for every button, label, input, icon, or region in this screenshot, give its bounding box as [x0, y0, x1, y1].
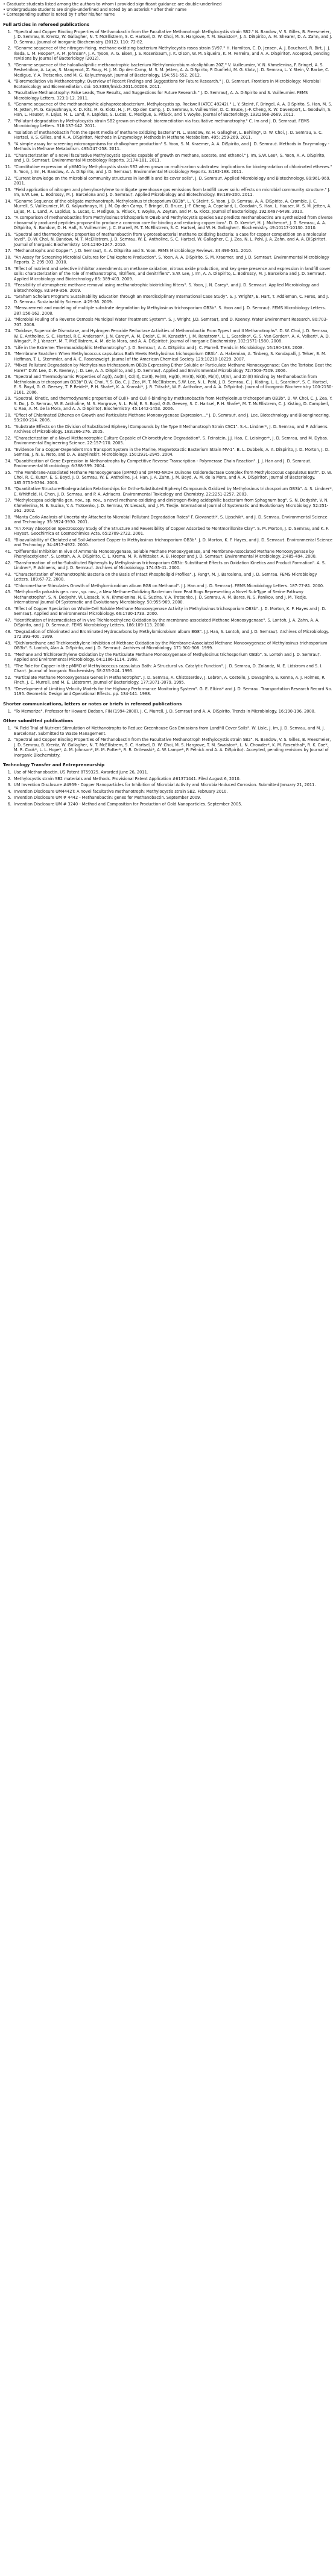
- publication-entry: 23. "Microbial Fouling of a Reverse Osmosis Municipal Water Treatment System". S. J. Wright, J.D. Semrau†, and D. Keeney. Water Environment Research. 80:703-707. 2008.: [13, 317, 333, 327]
- publication-entry: 27. "Mixed Pollutant Degradation by Methylosinus trichosporium OB3b Expressing Either Soluble or Particulate Methane Monooxygenase: Can the Tortoise Beat the Hare?" D.W. Lee, D. R. Keeney, J. D. Lee, A. A. DiSpirito, and J. D. Semrau†. Applied and Environmental Microbiology 72:7503-7509. 2006.: [13, 363, 333, 373]
- publication-entry: 6. "Genome sequence of the methanotrophic alphaproteobacterium, Methylocystis sp. Rockwell (ATCC 49242)." L. Y. Stein†, F. Bringel, A. A. DiSpirito, S. Han, M. S. M. Jetten, M. G. Kalyuzhnaya, K. D. Kits, M. G. Klotz, H. J. M. Op den Camp, J. D. Semrau, S. Vuilleumier, D. C. Bruce, J.-F. Cheng, K. W. Davenport, L. Goodwin, S. Han, L. Hauser, A. Lajus, M. L. Land, A. Lapidus, S. Lucas, C. Medigue, S. Pitluck, and T. Woyke. Journal of Bacteriology. 193:2668-2669. 2011.: [13, 102, 333, 118]
- technology-transfer-entry: 3. UM Invention Disclosure #4959 - Copper Nanoparticles for Inhibition of Microbial Activity and Microbial-Induced Corrosion. Submitted January 21, 2011.: [13, 783, 333, 788]
- publication-entry: 36. "Quantitative Structure-Biodegradation Relationships for Ortho-Substituted Biphenyl Compounds Oxidized by Methylosinus trichosporium OB3b". A. S. Lindner*, E. Whitfield, H. Chen, J. D. Semrau, and P. A. Adriaens. Environmental Toxicology and Chemistry. 22:2251-2257. 2003.: [13, 487, 333, 497]
- communication-entry: 1. "To Memorize". Professor for Howard Dodson, FIN (1994-2008). J. C. Murrell, J. D. Semrau† and A. A. DiSpirito. Trends in Microbiology. 16:190-196. 2008.: [13, 709, 333, 714]
- technology-transfer-entry: 1. Use of Methanobactin. US Patent 8759325. Awarded June 26, 2011.: [13, 770, 333, 775]
- technology-transfer-list: [3, 770, 333, 807]
- publication-entry: 32. "Characterization of a Novel Methanotrophic Culture Capable of Chloroethylene Degradation". S. Feinstein, J.J. Hao, C. Leisinger*, J. D. Semrau, and M. Dybas. Environmental Engineering Science. 22:157-170. 2005.: [13, 436, 333, 446]
- publication-entry: 20. "Feasibility of atmospheric methane removal using methanotrophic biotrickling filters". S. Yoon, J. N. Carey*, and J. D. Semrau†. Applied Microbiology and Biotechnology. 83:949-956. 2009.: [13, 283, 333, 293]
- publication-entry: 10. "Characterization of a novel facultative Methylocystis species capable of growth on methane, acetate, and ethanol." J. Im, S.W. Lee*, S. Yoon, A. A. DiSpirito, and J. D. Semrau†. Environmental Microbiology Reports. 3:174-181. 2011.: [13, 153, 333, 163]
- section-heading-other-publications: Other submitted publications: [3, 719, 74, 723]
- full-articles-list: [3, 30, 333, 697]
- publication-entry: 4. "Bioremediation via Methanotrophy: Overview of Recent Findings and Suggestions for Future Research." J. D. Semrau†. Frontiers in Microbiology: Microbial Ecotoxicology and Bioremediation. doi: 10.3389/fmicb.2011.00209. 2011.: [13, 79, 333, 89]
- publication-entry: 7. "Pollutant degradation by Methylocystis strain SB2 grown on ethanol: bioremediation via facultative methanotrophy." C. Im and J. D. Semrau†. FEMS Microbiology Letters. 318:137-142. 2011.: [13, 119, 333, 129]
- publication-entry: 37. "Methylocapsa acidiphila gen. nov., sp. nov., a novel methane-oxidizing and dinitrogen-fixing acidophilic bacterium from Sphagnum bog". S. N. Dedysh†, V. N. Khmelenina, N. E. Suzina, Y. A. Trotsenko, J. D. Semrau, W. Liesack, and J. M. Tiedje. International Journal of Systematic and Evolutionary Microbiology. 52:251-261. 2002.: [13, 498, 333, 514]
- publication-entry: 18. "An Assay for Screening Microbial Cultures for Chalkophore Production". S. Yoon, A. A. DiSpirito, S. M. Kraemer, and J. D. Semrau†. Environmental Microbiology Reports. 2: 295-303. 2010.: [13, 255, 333, 265]
- publication-entry: 46. "Effect of Copper Speciation on Whole-Cell Soluble Methane Monooxygenase Activity in Methylosinus trichosporium OB3b". J. D. Morton, K. F. Hayes and J. D. Semrau†. Applied and Environmental Microbiology. 66:1730-1733. 2000.: [13, 606, 333, 617]
- technology-transfer-entry: 2. Methylocystis strain SB2 materials and Methods. Provisional Patent Application #61371441. Filed August 6, 2010.: [13, 776, 333, 782]
- publication-entry: 49. "Dichloroethane and Trichloroethylene Inhibition of Methane Oxidation by the Membrane-Associated Methane Monooxygenase of Methylosinus trichosporium OB3b". S. Lontoh, Alan A. DiSpirito, and J. D. Semrau†. Archives of Microbiology. 171:301-308. 1999.: [13, 641, 333, 651]
- publication-entry: 15. "A comparison of methanobactins from Methylosinus trichosporium OB3b and Methylocystis species SB2 predicts methanobactins are synthesized from diverse ribosomally produced peptides proposed to produce a common core for binding and reducing copper ions". D. D. Krentz*, H. J. Mulheron*, J. D. Semrau, A. A. DiSpirito, N. Bandow, D. H. Haft, S. Vuilleumier, J. C. Murrell, M. T. McEllistrem, S. C. Hartsel, and W. H. Gallagher†. Biochemistry. 49:10117-10130. 2010.: [13, 215, 333, 231]
- publication-entry: 19. "Effect of nutrient and selective inhibitor amendments on methane oxidation, nitrous oxide production, and key gene presence and expression in landfill cover soils: characterization of the role of methanotrophs, nitrifiers, and denitrifiers". S.W. Lee, J. Im, A. A. DiSpirito, L. Bodrossy, M. J. Barcelona and J. D. Semrau†. Applied Microbiology and Biotechnology 85: 389-403. 2009.: [13, 266, 333, 282]
- note-corresponding: • Corresponding author is noted by † after his/her name: [3, 12, 115, 17]
- section-heading-full-articles: Full articles in refereed publications: [3, 22, 90, 27]
- publication-entry: 39. "An X-Ray Absorption Spectroscopy Study of the Structure and Reversibility of Copper Adsorbed to Montmorillonite Clay". S. M. Morton, J. D. Semrau, and K. F. Hayes†. Geochimica et Cosmochimica Acta. 65:2709-2722. 2001.: [13, 526, 333, 537]
- note-graduate: • Graduate students listed among the authors to whom I provided significant guidance are double-underlined: [3, 2, 222, 7]
- publication-entry: 43. "Characterization of Methanotrophic Bacteria on the Basis of Intact Phospholipid Profiles". J. Fang*, M. J. Barcelona, and J. D. Semrau. FEMS Microbiology Letters. 189:67-72. 2000.: [13, 572, 333, 582]
- publication-entry: 45. "Methylocella palustris gen. nov., sp. nov., a New Methane-Oxidizing Bacterium from Peat Bogs Representing a Novel Sub-Type of Serine Pathway Methanotrophs". S. N. Dedysh†, W. Liesack, V. N. Khmelenina, N. E. Suzina, Y. A. Trotsenko, J. D. Semrau, A. M. Bares, N. S. Panikov, and J. M. Tiedje. International Journal Of Systematic and Evolutionary Microbiology. 50:955-969. 2000.: [13, 590, 333, 605]
- publication-entry: 31. "Substrate Effects on the Division of Substituted Biphenyl Compounds by the Type II Methanotroph Strain CSC1". S.-L. Lindner*, J. D. Semrau, and P. Adriaens. Archives of Microbiology. 183:266-276. 2005.: [13, 424, 333, 435]
- submitted-publication-entry: 2. "Spectral and Copper Binding Properties of Methanobactin from the Facultative Methanotroph Methylocystis strain SB2". N. Bandow, V. S. Gilles, B. Freesmeier, J. D. Semrau, B. Krentz, W. Gallagher, N. T. McEllistrem, S. C. Hartsel, D. W. Choi, M. S. Hargrove, T. M. Swaiston*, L. N. Chowder*, K. M. Rosenthal*, R. K. Coe*, M. R. Cook*, L. L. Hope*, A. M. Johnson*, M. M. Potter*, R. R. Ortlewski*, A. W. Lampe*, P. Pelnick and A. A. DiSpirito†. Accepted, pending revisions by Journal of Inorganic Biochemistry.: [13, 737, 333, 758]
- publication-entry: 13. "Field application of nitrogen and phenylacetylene to mitigate greenhouse gas emissions from landfill cover soils: effects on microbial community structure." J. Im, S.W. Lee, L. Bodrossy, M. J. Barcelona and J. D. Semrau†. Applied Microbiology and Biotechnology. 89:189-200. 2011.: [13, 187, 333, 198]
- publication-entry: 41. "Differential Inhibition In vivo of Ammonia Monooxygenase, Soluble Methane Monooxygenase, and Membrane-Associated Methane Monooxygenase by Phenylacetylene". S. Lontoh, A. A. DiSpirito, C. L. Krema, M. R. Whittaker, A. B. Hooper and J. D. Semrau†. Environmental Microbiology. 2:485-494. 2000.: [13, 549, 333, 559]
- publication-entry: 9. "A simple assay for screening microorganisms for chalkophore production" S. Yoon, S. M. Kraemer, A. A. DiSpirito, and J. D. Semrau†. Methods in Enzymology -Methods in Methane Metabolism. 495:247-258. 2011.: [13, 142, 333, 152]
- publication-entry: 44. "Chloromethane Stimulates Growth of Methylomicrobium album BG8 on Methanol". J.J. Han and J. D. Semrau†. FEMS Microbiology Letters. 187:77-81. 2000.: [13, 584, 333, 589]
- publication-entry: 24. "Oxidase, Superoxide Dismutase, and Hydrogen Peroxide Reductase Activities of Methanobactin From Types I and II Methanotrophs". D. W. Choi, J. D. Semrau, W. E. Antholine, S. C. Hartsel, R.C. Anderson*, J. N. Carey*, A. M. Dreis*, E. M. Kenseth*, J. M. Renstrom*, L. L. Scardino*, G. S. Van Gorden*, A. A. Volkert*, A. D. Wingad*, P. J. Yanzer*, M. T. McEllistrem, A. M. de la Mora, and A. A. DiSpirito†. Journal of Inorganic Biochemistry. 102:1571-1580. 2008.: [13, 329, 333, 344]
- note-undergraduate: • Undergraduate students are single-underlined and noted by an asterisk * after their name: [3, 7, 187, 12]
- publication-entry: 2. "Genome sequence of the nitrogen-fixing, methane-oxidizing bacterium Methylocystis rosea strain SV97." H. Hamilton, C. D. Jensen, A. J. Bouchard, R. Birt, J. J. Ikeda, L. M. Hooper*, A. M. Johnson*, J. A. Tyson, A. G. Eisen, J. S. Rosenbaum, J. K. Olson, W. M. Siqueira, K. M. Ferreira, and A. A. DiSpirito†. Accepted, pending revisions by Journal of Bacteriology (2012).: [13, 46, 333, 61]
- publication-entry: 25. "Life in the Extreme: Thermoacidophilic Methanotrophy". J. D. Semrau†, A. A. DiSpirito and J. C. Murrell. Trends in Microbiology. 16:190-193. 2008.: [13, 345, 333, 351]
- section-heading-technology-transfer: Technology Transfer and Entrepreneurship: [3, 763, 105, 767]
- section-heading-shorter-communications: Shorter communications, letters or notes or briefs in refereed publications: [3, 701, 182, 707]
- other-publications-list: [3, 726, 333, 758]
- publication-entry: 11. "Constitutive expression of pMMO by Methylocystis strain SB2 when grown on multi-carbon substrates: implications for biodegradation of chlorinated ethenes." S. Yoon, J. Im, H. Bandow, A. A. DiSpirito, and J. D. Semrau†. Environmental Microbiology Reports. 3:182-188. 2011.: [13, 165, 333, 175]
- publication-entry: 40. "Bioavailability of Chelated and Soil-Adsorbed Copper to Methylosinus trichosporium OB3b". J. D. Morton, K. F. Hayes, and J. D. Semrau†. Environmental Science and Technology. 34:4917-4922. 2000.: [13, 538, 333, 548]
- publication-entry: 3. "Genome sequence of the haloalkaliphilic methanotrophic bacterium Methylomicrobium alcaliphilum 20Z." V. Vuilleumier, V. N. Khmelenina, F. Bringel, A. S. Reshetnikov, A. Lajus, S. Mangenot, Z. Rouy, H. J. M. Op den Camp, M. S. M. Jetten, A. A. DiSpirito, P. Dunfield, M. G. Klotz, J. D. Semrau, L. Y. Stein, V. Barbe, C. Medigue, Y. A. Trotsenko, and M. G. Kalyuzhnaya†. Journal of Bacteriology. 194:551-552. 2012.: [13, 63, 333, 78]
- publication-entry: 17. "Methanotrophs and Copper". J. D. Semrau†, A. A. DiSpirito and S. Yoon. FEMS Microbiology Reviews. 34:496-531. 2010.: [13, 248, 333, 254]
- publication-entry: 34. "Quantification of Gene Expression in Methanotrophs by Competitive Reverse Transcription - Polymerase Chain Reaction". J. J. Han and J. D. Semrau†. Environmental Microbiology. 6:388-399. 2004.: [13, 459, 333, 469]
- publication-entry: 38. "Manta Carlo Analysis of Uncertainty Attached to Microbial Pollutant Degradation Rates" F. Giovanetti*, S. Lipschik*, and J. D. Semrau. Environmental Science and Technology. 35:3924-3930. 2001.: [13, 515, 333, 525]
- publication-entry: 5. "Facultative Methanotrophy: False Leads, True Results, and Suggestions for Future Research." J. D. Semrau†, A. A. DiSpirito and S. Vuilleumier. FEMS Microbiology Letters. 323:1-12. 2011.: [13, 90, 333, 101]
- publication-entry: 28. "Spectral and Thermodynamic Properties of Ag(I), Au(III), Cd(II), Co(II), Fe(III), Hg(II), Mn(II), Ni(II), Pb(II), U(IV), and Zn(II) Binding by Methanobactin from Methylosinus trichosporium OB3b" D.W. Choi, Y. S. Do, C. J. Zea, M. T. McEllistrem, S.W. Lee, N. L. Pohl, J. D. Semrau, C. J. Kisting, L. L. Scardino*, S. C. Hartsel, E. S. Boyd, G. G. Geesey, T. P. Reidel*, P. H. Shafe*, K. A. Kranski*, J. R. Tritsch*, W. E. Antholine, and A. A. DiSpirito†. Journal of Inorganic Biochemistry 100:2150-2161. 2006.: [13, 374, 333, 395]
- publication-entry: 47. "Identification of Intermediates of in vivo Trichloroethylene Oxidation by the membrane-associated Methane Monooxygenase". S. Lontoh, J. A. Zahn, A. A. DiSpirito, and J. D. Semrau†. FEMS Microbiology Letters. 186:109-113. 2000.: [13, 618, 333, 628]
- publication-entry: 35. "The Membrane-Associated Methane Monooxygenase (pMMO) and pMMO-NADH:Quinone Oxidoreductase Complex from Methylococcus capsulatus Bath". D. W. Choi, R. C. Kunz*, E. S. Boyd, J. D. Semrau, W. E. Antholine, J.-I. Han, J. A. Zahn, J. M. Boyd, A. M. de la Mora, and A. A. DiSpirito†. Journal of Bacteriology. 185:5755-5764. 2003.: [13, 470, 333, 486]
- shorter-communications-list: [3, 709, 333, 714]
- author-notes: [3, 2, 333, 17]
- publication-entry: 30. "Effect of Chlorinated Ethenes on Growth and Particulate Methane Monooxygenase Expression..." J. D. Semrau†, and J. Lee. Biotechnology and Bioengineering. 93:200-214. 2006.: [13, 413, 333, 423]
- publication-entry: 29. "Spectral, kinetic, and thermodynamic properties of Cu(I)- and Cu(II)-binding by methanobactin from Methylosinus trichosporium OB3b". D. W. Choi, C. J. Zea, Y. S. Do, J. D. Semrau, W. E. Antholine, M. S. Hargrove, N. L. Pohl, E. S. Boyd, G.G. Geesey, S. C. Hartsel, P. H. Shafe*, M. T. McEllistrem, C. J. Kisting, D. Campbell, V. Rao, A. M. de la Mora, and A. A. DiSpirito†. Biochemistry. 45:1442-1453. 2006.: [13, 396, 333, 412]
- publication-entry: 50. "Methane and Trichloroethylene Oxidation by the Particulate Methane Monooxygenase of Methylosinus trichosporium OB3b". S. Lontoh and J. D. Semrau†. Applied and Environmental Microbiology. 64:1106-1114. 1998.: [13, 652, 333, 663]
- publication-entry: 51. "The Role for Copper in the pMMO of Methylococcus capsulatus Bath: A Structural vs. Catalytic Function". J. D. Semrau, D. Zolandz, M. E. Lidstrom and S. I. Chan†. Journal of Inorganic Biochemistry. 58:235-244. 1995.: [13, 664, 333, 674]
- publication-entry: 22. "Measurement and modeling of multiple substrate degradation by Methylosinus trichosporium OB3b". S. Yoon and J. D. Semrau†. FEMS Microbiology Letters. 287:156-162. 2008.: [13, 306, 333, 316]
- publication-entry: 48. "Degradation of Chlorinated and Brominated Hydrocarbons by Methylomicrobium album BG8". J.J. Han, S. Lontoh, and J. D. Semrau†. Archives of Microbiology. 172:393-400. 1999.: [13, 629, 333, 640]
- publication-entry: 8. "Isolation of methanobactin from the spent media of methane oxidizing bacteria" N. L. Bandow, W. H. Gallagher, L. Behling*, D. W. Choi, J. D. Semrau, S. C. Hartsel, V. S. Gilles, and A. A. DiSpirito†. Methods in Enzymology. Methods in Methane Metabolism. 495: 259-269. 2011.: [13, 130, 333, 140]
- publication-entry: 26. "Membrane Snatcher: When Methylococcus capsulatus Bath Meets Methylosinus trichosporium OB3b". A. Hakemian, A. Tinberg, S. Kondapalli, J. Telser, B. M. Hoffman, T. L. Stemmler, and A. C. Rosenzweig†. Journal of the American Chemical Society 129:10218-10229. 2007.: [13, 351, 333, 362]
- publication-entry: 33. "Evidence for a Copper-Dependent Iron Transport System in the Marine, Magnetotactic Bacterium Strain MV-1". B. L. Dubbels, A. A. DiSpirito, J. D. Morton, J. D. Semrau, J. N. E. Neto, and D. A. Bazylinski†. Microbiology. 150:2931-2945. 2004.: [13, 447, 333, 458]
- submitted-publication-entry: 1. "A Field Trial of Nutrient Stimulation of Methanotrophs to Reduce Greenhouse Gas Emissions from Landfill Cover Soils". W. Lisle, J. Im, J. D. Semrau, and M. J. Barcelona†. Submitted to Waste Management.: [13, 726, 333, 736]
- cv-page: [0, 0, 336, 807]
- publication-entry: 53. "Development of Limiting Velocity Models for the Highway Performance Monitoring System". G. E. Elkins* and J. D. Semrau. Transportation Research Record No. 1195. Geometric Design and Operational Effects. pp. 134-141. 1988.: [13, 687, 333, 697]
- publication-entry: 12. "Current knowledge on the microbial community structures in landfills and its cover soils". J. D. Semrau†. Applied Microbiology and Biotechnology. 89:961-969. 2011.: [13, 176, 333, 186]
- publication-entry: 14. "Genome Sequence of the obligate methanotroph, Methylosinus trichosporium OB3b". L. Y. Stein†, S. Yoon, J. D. Semrau, A. A. DiSpirito, A. Crombie, J. C. Murrell, S. Vuilleumier, M. G. Kalyuzhnaya, H. J. M. Op den Camp, F. Bringel, D. Bruce, J.-F. Cheng, A. Copeland, L. Goodwin, S. Han, L. Hauser, M. S. M. Jetten, A. Lajus, M. L. Land, A. Lapidus, S. Lucas, C. Medigue, S. Pitluck, T. Woyke, A. Zeytun, and M. G. Klotz. Journal of Bacteriology. 192:6497-6498. 2010.: [13, 199, 333, 215]
- publication-entry: 52. "Particulate Methane Monooxygenase Genes in Methanotrophs". J. D. Semrau, A. Chistoserdov, J. Lebron, A. Costello, J. Davagnino, E. Kenna, A. J. Holmes, R. Finch, J. C. Murrell, and M. E. Lidstrom†. Journal of Bacteriology. 177:3071-3079. 1995.: [13, 675, 333, 685]
- publication-entry: 1. "Spectral and Copper Binding Properties of Methanobactin from the Facultative Methanotroph Methylocystis strain SB2." N. Bandow, V. S. Gilles, B. Freesmeier, J. D. Semrau, B. Krentz, W. Gallagher, N. T. McEllistrem, S. C. Hartsel, D. W. Choi, M. S. Hargrove, T. M. Swaiston*, J. A. DiSpirito, A. M. Shearer, D. A. Zahn, and J. D. Semrau. Journal of Inorganic Biochemistry (2012). 110: 72-82.: [13, 30, 333, 45]
- publication-entry: 16. "Spectral and thermodynamic properties of methanobactin from γ-proteobacterial methane oxidizing bacteria: a case for copper competition on a molecular level". D.-W. Choi, N. Bandow, M. T. McEllistrem, J. D. Semrau, W. E. Antholine, S. C. Hartsel, W. Gallagher, C. J. Zea, N. L. Pohl, J. A. Zahn, and A. A. DiSpirito†. Journal of Inorganic Biochemistry. 104:1240-1247. 2010.: [13, 232, 333, 248]
- publication-entry: 42. "Transformation of ortho-Substituted Biphenyls by Methylosinus trichosporium OB3b: Substituent Effects on Oxidation Kinetics and Product Formation". A. S. Lindner*, P. Adriaens, and J. D. Semrau†. Archives of Microbiology. 174:35-41. 2000.: [13, 561, 333, 571]
- technology-transfer-entry: 4. Invention Disclosure UM4442T: A novel facultative methanotroph: Methylocystis strain SB2. February 2010.: [13, 789, 333, 795]
- publication-entry: 21. "Graham Scholars Program: Sustainability Education through an Interdisciplinary International Case Study". S. J. Wright*, E. Hart, T. Addleman, C. Feres, and J. D. Semrau. Sustainability Science. 4:29-36. 2009.: [13, 294, 333, 304]
- technology-transfer-entry: 5. Invention Disclosure UM # 4442 - Methanobactin: genes for Methanobactin. September 2009.: [13, 795, 333, 801]
- technology-transfer-entry: 6. Invention Disclosure UM # 3240 - Method and Composition for Production of Gold Nanoparticles. September 2005.: [13, 802, 333, 807]
